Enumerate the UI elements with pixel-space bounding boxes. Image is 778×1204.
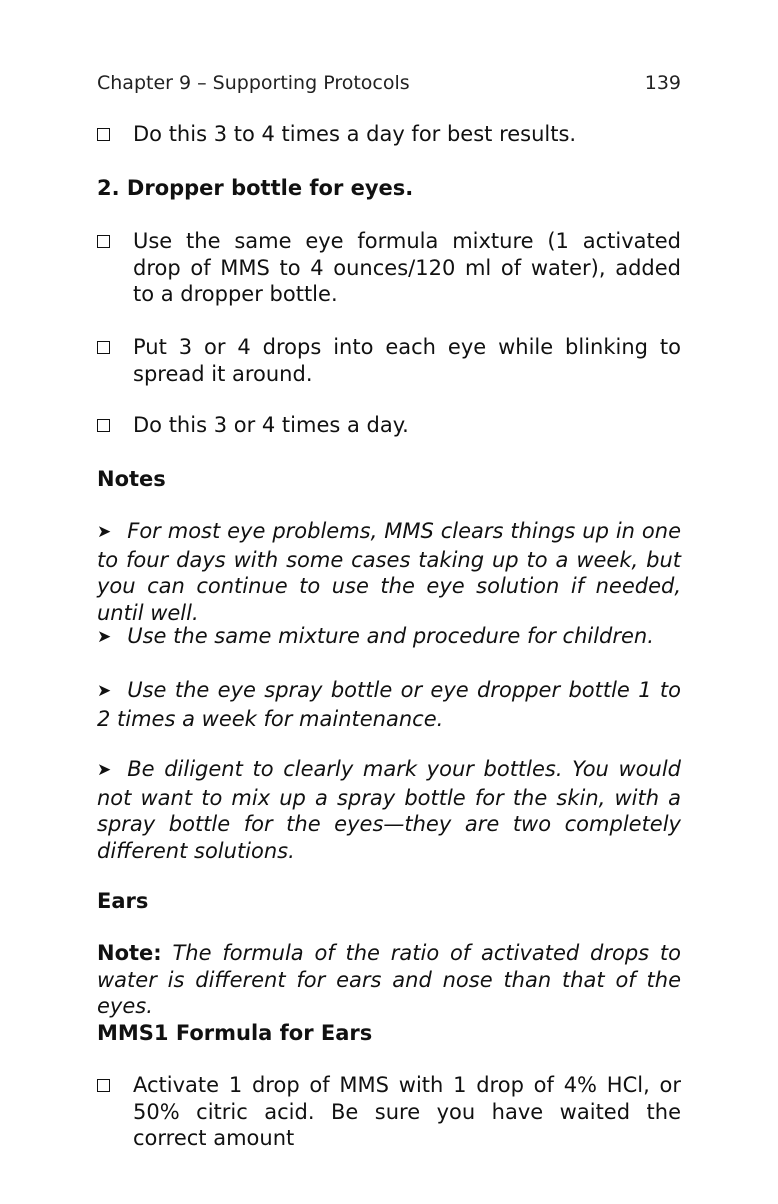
checkbox-bullet-icon — [97, 235, 110, 248]
list-item-text: Do this 3 to 4 times a day for best results. — [133, 122, 577, 146]
list-item — [97, 412, 681, 439]
list-item-text: Put 3 or 4 drops into each eye while blinking to spread it around. — [133, 335, 681, 386]
checkbox-bullet-icon — [97, 419, 110, 432]
section-heading-notes: Notes — [97, 467, 166, 491]
list-item-text: Activate 1 drop of MMS with 1 drop of 4% HCl, or 50% citric acid. Be sure you have waited the correct amount — [133, 1073, 681, 1150]
ears-note — [97, 940, 681, 1020]
note-text: Use the same mixture and procedure for children. — [127, 624, 654, 648]
list-item — [97, 1072, 681, 1152]
arrow-bullet-icon: ➤ — [97, 522, 112, 542]
note-text: Be diligent to clearly mark your bottles. You would not want to mix up a spray bottle for the skin, with a spray bottle for the eyes—they are two completely different solutions. — [97, 757, 681, 863]
note-text: Use the eye spray bottle or eye dropper bottle 1 to 2 times a week for maintenance. — [97, 678, 681, 731]
running-header — [97, 72, 681, 94]
checkbox-bullet-icon — [97, 341, 110, 354]
note-item — [97, 677, 681, 732]
list-item-text: Do this 3 or 4 times a day. — [133, 413, 409, 437]
arrow-bullet-icon: ➤ — [97, 627, 112, 647]
list-item — [97, 228, 681, 308]
note-label: Note: — [97, 941, 162, 965]
list-item-text: Use the same eye formula mixture (1 activated drop of MMS to 4 ounces/120 ml of water), added to a dropper bottle. — [133, 229, 681, 306]
note-text: The formula of the ratio of activated drops to water is different for ears and nose than that of the eyes. — [97, 941, 681, 1018]
section-heading-ears: Ears — [97, 889, 149, 913]
page-number: 139 — [644, 72, 681, 94]
section-heading-dropper: 2. Dropper bottle for eyes. — [97, 176, 414, 200]
section-heading-formula: MMS1 Formula for Ears — [97, 1021, 373, 1045]
arrow-bullet-icon: ➤ — [97, 681, 112, 701]
checkbox-bullet-icon — [97, 128, 110, 141]
note-item — [97, 756, 681, 864]
checkbox-bullet-icon — [97, 1079, 110, 1092]
arrow-bullet-icon: ➤ — [97, 760, 112, 780]
list-item — [97, 334, 681, 387]
chapter-title: Chapter 9 – Supporting Protocols — [97, 72, 410, 94]
list-item — [97, 121, 681, 148]
note-item — [97, 518, 681, 626]
note-text: For most eye problems, MMS clears things up in one to four days with some cases taking up to a week, but you can continue to use the eye solution if needed, until well. — [97, 519, 681, 625]
note-item — [97, 623, 681, 652]
